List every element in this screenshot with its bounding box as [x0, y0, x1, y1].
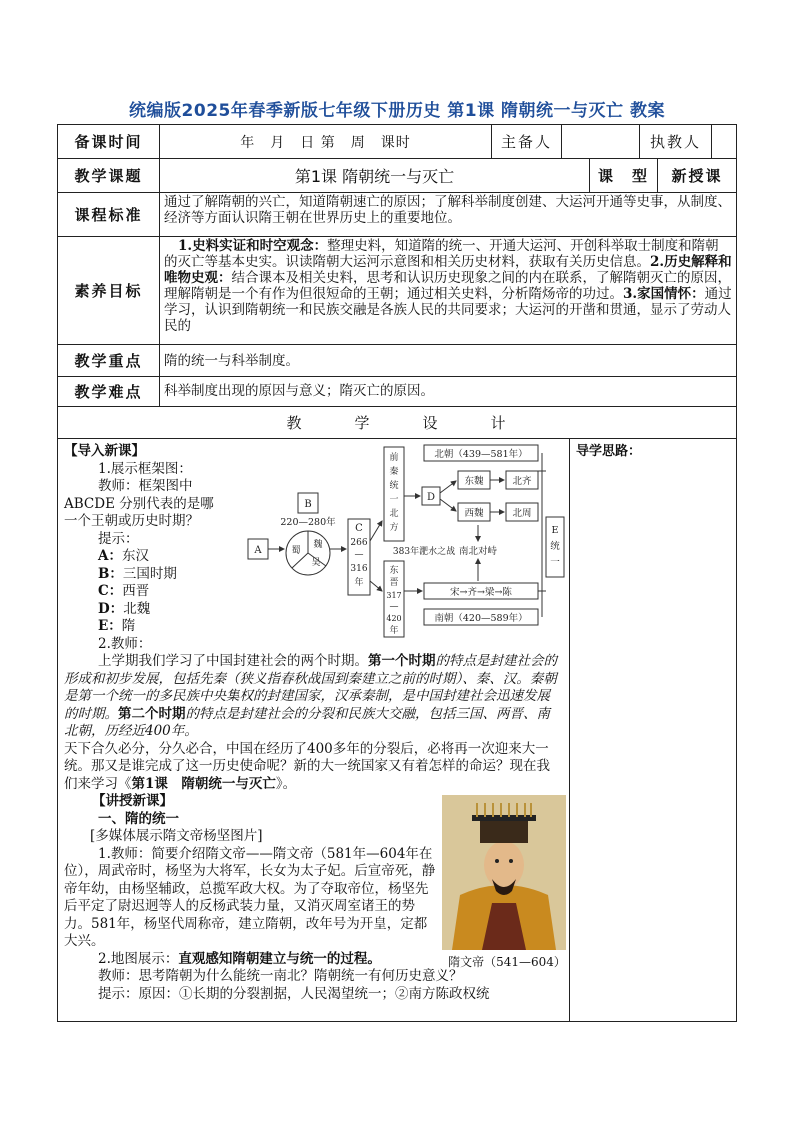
prep-time-label: 备课时间: [58, 125, 160, 158]
hint-line: 提示：原因：①长期的分裂割据，人民渴望统一；②南方陈政权统: [98, 985, 490, 1002]
difficulty-row: [58, 377, 736, 407]
question-line: 教师：思考隋朝为什么能统一南北？隋朝统一有何历史意义？: [98, 968, 463, 984]
svg-text:南朝（420—589年）: 南朝（420—589年）: [434, 613, 528, 624]
prep-time-row: [58, 125, 736, 159]
topic-value: 第1课 隋朝统一与灭亡: [160, 159, 590, 192]
literacy-p2-head: 2.历史解释和唯物史观：: [164, 254, 732, 286]
standard-text: 通过了解隋朝的兴亡，知道隋朝速亡的原因；了解科举制度创建、大运河开通等史事，从制度、经济等方面认识隋王朝在世界历史上的重要地位。: [164, 194, 731, 226]
topic-row: [58, 159, 736, 193]
framework-diagram: [246, 441, 566, 641]
intro-paragraph-1: 上学期我们学习了中国封建社会的两个时期。第一个时期的特点是封建社会的形成和初步发展，包括先秦（狭义指春秋战国到秦建立之前的时期）、秦、汉。秦朝是第一个统一的多民族中央集权的封建国家，汉承秦制，是中国封建社会迅速发展的时期。第二个时期的特点是封建社会的分裂和民族大交融，包括三国、两晋、南北朝，历经近400年。: [64, 653, 557, 739]
label-a: A: [254, 545, 262, 556]
literacy-p1: 整理史料，知道隋的统一、开通大运河、开创科举取士制度和隋朝的灭亡等基本史实。识读隋朝大运河示意图和相关历史材料，获取有关历史信息。: [164, 238, 719, 270]
svg-text:方: 方: [389, 523, 399, 533]
answer-a: A：东汉: [98, 548, 149, 564]
date-field: 年 月 日 第 周 课时: [160, 125, 492, 158]
svg-text:前: 前: [389, 453, 399, 463]
key-point-label: 教学重点: [58, 345, 160, 376]
preparer-value: [562, 125, 640, 158]
label-wu: 吴: [311, 558, 321, 568]
intro-line-1: 1.展示框架图：: [98, 460, 192, 477]
svg-text:—: —: [389, 602, 399, 612]
teacher-line: 2.教师：: [98, 635, 152, 652]
svg-text:北周: 北周: [512, 508, 532, 519]
difficulty-label: 教学难点: [58, 377, 160, 406]
label-b: B: [304, 499, 312, 510]
svg-text:E: E: [551, 525, 559, 536]
media-note: [多媒体展示隋文帝杨坚图片]: [90, 828, 263, 844]
guide-label: 导学思路：: [576, 444, 642, 459]
standard-row: [58, 193, 736, 237]
svg-text:东: 东: [389, 566, 399, 576]
literacy-p3: 通过学习，认识到隋朝统一和民族交融是各族人民的共同要求；大运河的开凿和贯通，显示了劳动人民的: [164, 286, 732, 334]
lesson-plan-table: [57, 124, 737, 1022]
intro-line-4: 一个王朝或历史时期？: [64, 513, 199, 529]
design-body-row: [58, 439, 736, 1021]
answer-c: C：西晋: [98, 583, 150, 599]
literacy-row: [58, 237, 736, 345]
intro-paragraph-2: 天下合久必分，分久必合，中国在经历了400多年的分裂后，必将再一次迎来大一统。那又是谁完成了这一历史使命呢？新的大一统国家又有着怎样的命运？现在我们来学习《第1课 隋朝统一与灭亡》。: [64, 740, 550, 792]
lesson-type-label: 课 型: [590, 159, 658, 192]
literacy-label: 素养目标: [58, 237, 160, 344]
svg-text:一: 一: [389, 495, 399, 505]
design-heading: 教 学 设 计: [286, 414, 508, 432]
section-unification: 一、隋的统一: [98, 810, 179, 827]
map-display: 2.地图展示：直观感知隋朝建立与统一的过程。: [98, 950, 381, 967]
svg-text:317: 317: [386, 591, 402, 600]
guide-column: [570, 439, 736, 1021]
label-b-years: 220—280年: [280, 517, 336, 528]
svg-text:东魏: 东魏: [464, 476, 484, 487]
preparer-label: 主备人: [492, 125, 562, 158]
intro-heading: 【导入新课】: [64, 443, 145, 459]
teacher-label: 执教人: [640, 125, 712, 158]
sui-wendi-portrait: [442, 795, 566, 950]
intro-line-3: ABCDE 分别代表的是哪: [64, 495, 214, 512]
literacy-p2: 结合课本及相关史料，思考和认识历史现象之间的内在联系，了解隋朝灭亡的原因，理解隋朝是一个有作为但很短命的王朝；通过相关史料，分析隋炀帝的功过。: [164, 270, 731, 302]
topic-label: 教学课题: [58, 159, 160, 192]
svg-text:一: 一: [550, 557, 560, 568]
answer-d: D：北魏: [98, 600, 151, 617]
standard-label: 课程标准: [58, 193, 160, 236]
key-point-row: [58, 345, 736, 377]
svg-text:晋: 晋: [389, 578, 399, 588]
svg-text:年: 年: [354, 578, 364, 588]
label-nanbei: 南北对峙: [458, 546, 498, 557]
hint-label: 提示：: [98, 530, 139, 547]
svg-text:统: 统: [550, 541, 560, 552]
svg-text:秦: 秦: [389, 467, 399, 477]
svg-text:420: 420: [386, 614, 402, 623]
teacher-value: [712, 125, 736, 158]
svg-text:年: 年: [389, 626, 399, 636]
label-shu: 蜀: [291, 546, 301, 556]
teaching-process: [58, 439, 570, 1021]
svg-text:316: 316: [350, 564, 368, 574]
svg-text:—: —: [354, 550, 364, 560]
key-point-text: 隋的统一与科举制度。: [164, 353, 299, 369]
new-lesson-heading: 【讲授新课】: [92, 793, 173, 809]
literacy-text: [160, 237, 736, 344]
svg-text:北: 北: [389, 509, 399, 519]
literacy-p1-head: 1.史料实证和时空观念：: [178, 238, 328, 254]
svg-text:北齐: 北齐: [512, 476, 532, 487]
difficulty-text: 科举制度出现的原因与意义；隋灭亡的原因。: [164, 383, 434, 399]
label-wei: 魏: [313, 540, 323, 550]
svg-text:C: C: [355, 523, 363, 534]
svg-text:统: 统: [389, 481, 399, 491]
intro-line-2: 教师：框架图中: [98, 478, 193, 494]
svg-text:D: D: [426, 492, 436, 503]
svg-text:北朝（439—581年）: 北朝（439—581年）: [434, 449, 528, 460]
label-feishui: 383年淝水之战: [392, 547, 456, 557]
emperor-intro: 1.教师：简要介绍隋文帝——隋文帝（581年—604年在位），周武帝时，杨坚为大将军，长女为太子妃。后宣帝死，静帝年幼，由杨坚辅政，总揽军政大权。为了夺取帝位，杨坚先后平定了尉迟迥等人的反杨武装力量，又消灭周室诸王的势力。581年，杨坚代周称帝，建立隋朝，改年号为开皇，定都大兴。: [64, 845, 436, 949]
answer-e: E：隋: [98, 618, 136, 634]
svg-text:266: 266: [350, 538, 368, 548]
answer-b: B：三国时期: [98, 565, 177, 582]
document-title: 统编版2025年春季新版七年级下册历史 第1课 隋朝统一与灭亡 教案: [129, 101, 665, 121]
svg-text:西魏: 西魏: [464, 508, 484, 519]
lesson-type-value: 新授课: [671, 167, 723, 185]
literacy-p3-head: 3.家国情怀：: [623, 286, 705, 302]
portrait-caption: 隋文帝（541—604）: [448, 955, 566, 969]
design-heading-row: [58, 407, 736, 439]
svg-text:宋→齐→梁→陈: 宋→齐→梁→陈: [450, 587, 512, 598]
